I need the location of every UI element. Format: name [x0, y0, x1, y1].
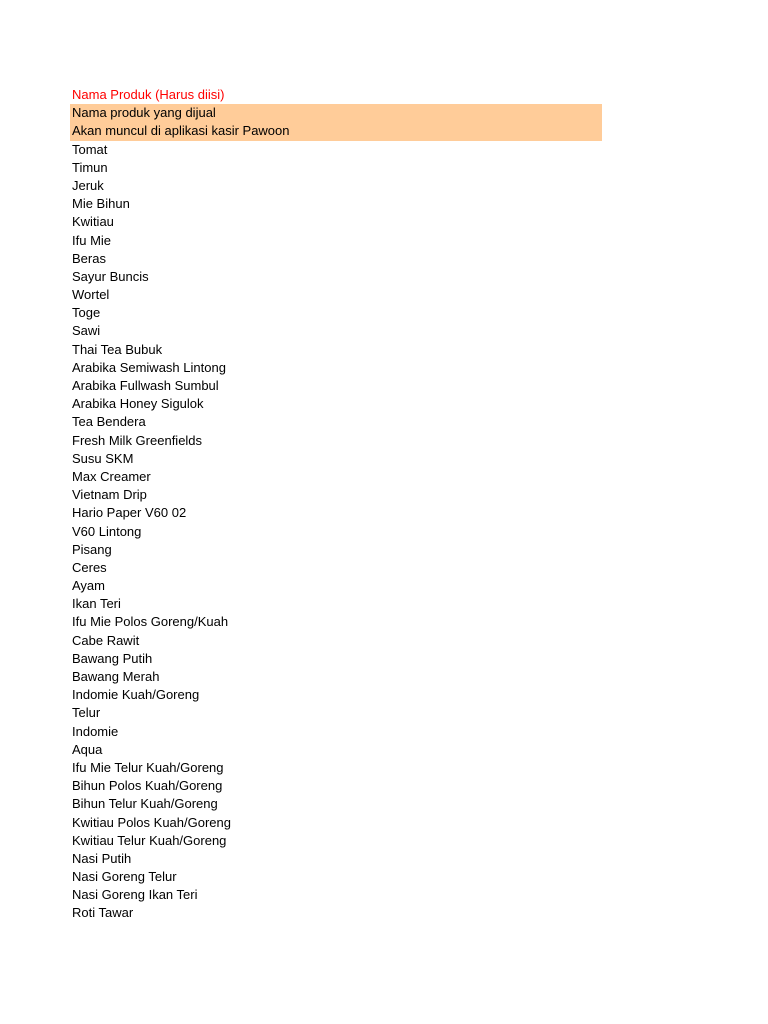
product-cell[interactable]: Aqua: [72, 741, 103, 757]
product-cell[interactable]: Timun: [72, 159, 108, 175]
product-cell[interactable]: Telur: [72, 705, 101, 721]
product-cell[interactable]: Ceres: [72, 559, 107, 575]
product-cell[interactable]: Bawang Putih: [72, 650, 153, 666]
product-cell[interactable]: Nasi Putih: [72, 850, 132, 866]
product-cell[interactable]: Roti Tawar: [72, 905, 134, 921]
product-cell[interactable]: Ayam: [72, 578, 105, 594]
product-cell[interactable]: V60 Lintong: [72, 523, 142, 539]
note-cell-line-2[interactable]: Akan muncul di aplikasi kasir Pawoon: [70, 122, 602, 140]
product-cell[interactable]: Nasi Goreng Ikan Teri: [72, 887, 198, 903]
product-list: [70, 141, 602, 923]
product-cell[interactable]: Nasi Goreng Telur: [72, 869, 177, 885]
product-cell[interactable]: Arabika Honey Sigulok: [72, 396, 204, 412]
product-cell[interactable]: Mie Bihun: [72, 196, 130, 212]
product-cell[interactable]: Ikan Teri: [72, 596, 121, 612]
product-cell[interactable]: Indomie Kuah/Goreng: [72, 687, 200, 703]
product-cell[interactable]: Tea Bendera: [72, 414, 146, 430]
product-cell[interactable]: Bawang Merah: [72, 669, 160, 684]
product-cell[interactable]: Indomie: [72, 723, 119, 739]
product-cell[interactable]: Kwitiau Polos Kuah/Goreng: [72, 814, 231, 830]
product-cell[interactable]: Cabe Rawit: [72, 632, 140, 648]
product-cell[interactable]: Ifu Mie Polos Goreng/Kuah: [72, 614, 229, 630]
product-cell[interactable]: Toge: [72, 305, 101, 321]
product-cell[interactable]: Beras: [72, 250, 106, 266]
product-cell[interactable]: Max Creamer: [72, 468, 151, 484]
product-cell[interactable]: Sayur Buncis: [72, 268, 149, 284]
product-cell[interactable]: Hario Paper V60 02: [72, 505, 187, 521]
note-cell-line-1[interactable]: Nama produk yang dijual: [70, 104, 602, 122]
product-cell[interactable]: Jeruk: [72, 177, 104, 193]
product-cell[interactable]: Kwitiau: [72, 214, 114, 230]
product-cell[interactable]: Ifu Mie: [72, 232, 112, 248]
product-cell[interactable]: Kwitiau Telur Kuah/Goreng: [72, 832, 227, 848]
product-cell[interactable]: Fresh Milk Greenfields: [72, 432, 203, 448]
product-cell[interactable]: Arabika Semiwash Lintong: [72, 359, 226, 375]
product-cell[interactable]: Bihun Polos Kuah/Goreng: [72, 778, 223, 794]
product-cell[interactable]: Arabika Fullwash Sumbul: [72, 378, 219, 393]
column-header-cell[interactable]: Nama Produk (Harus diisi): [72, 87, 225, 102]
product-cell[interactable]: Tomat: [72, 141, 108, 157]
product-cell[interactable]: Susu SKM: [72, 450, 134, 466]
product-cell[interactable]: Bihun Telur Kuah/Goreng: [72, 796, 218, 812]
product-cell[interactable]: Wortel: [72, 287, 110, 303]
product-cell[interactable]: Ifu Mie Telur Kuah/Goreng: [72, 759, 224, 775]
product-cell[interactable]: Vietnam Drip: [72, 487, 147, 503]
product-cell[interactable]: Sawi: [72, 323, 101, 339]
spreadsheet-column: [70, 86, 602, 923]
product-cell[interactable]: Thai Tea Bubuk: [72, 341, 163, 357]
product-cell[interactable]: Pisang: [72, 541, 112, 557]
